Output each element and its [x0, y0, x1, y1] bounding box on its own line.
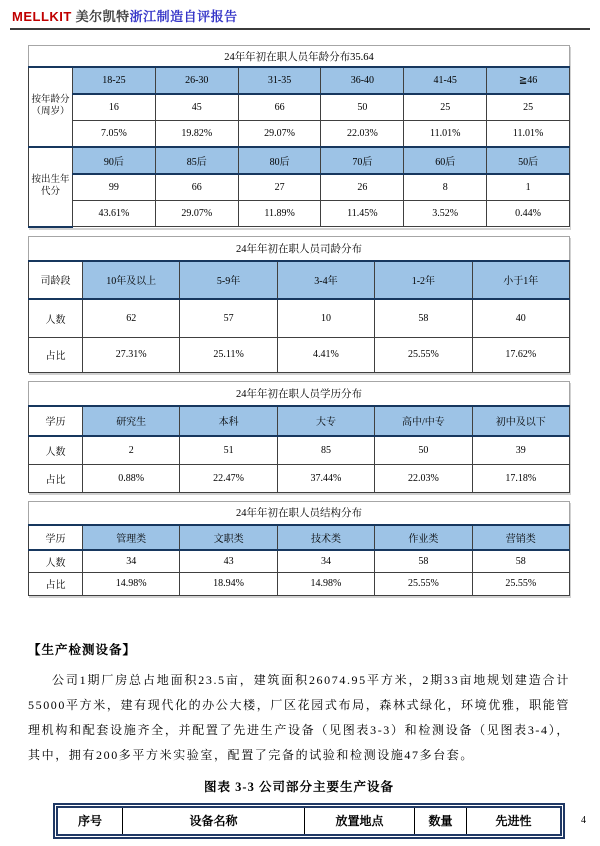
page-content	[28, 45, 570, 839]
row-label: 学历	[29, 406, 83, 436]
col-header-cell: 技术类	[277, 525, 374, 550]
percent-cell: 29.07%	[238, 121, 321, 148]
row-label: 占比	[29, 572, 83, 595]
col-header-cell: 26-30	[155, 67, 238, 94]
percent-cell: 18.94%	[180, 572, 277, 595]
percent-cell: 17.62%	[472, 337, 569, 372]
col-header-cell: 营销类	[472, 525, 569, 550]
body-paragraph: 公司1期厂房总占地面积23.5亩，建筑面积26074.95平方米，2期33亩地规划建造合计55000平方米，建有现代化的办公大楼，厂区花园式布局，森林式绿化，环境优雅，职能管理机构和配套设施齐全，并配置了先进生产设备（见图表3-3）和检测设备（见图表3-4），其中，拥有200多平方米实验室，配置了完备的试验和检测设施47多台套。	[28, 672, 570, 762]
row-label: 人数	[29, 299, 83, 338]
percent-cell: 43.61%	[73, 201, 156, 227]
percent-cell: 0.88%	[83, 464, 180, 492]
col-header-cell: 3-4年	[277, 261, 374, 299]
page-number: 4	[581, 815, 586, 826]
percent-cell: 27.31%	[83, 337, 180, 372]
company-name: 美尔凯特	[75, 9, 130, 24]
equipment-table	[53, 803, 565, 839]
row-label: 占比	[29, 464, 83, 492]
count-cell: 85	[277, 436, 374, 465]
col-header-cell: 文职类	[180, 525, 277, 550]
figure-caption: 图表 3-3 公司部分主要生产设备	[204, 779, 394, 794]
col-header-cell: 1-2年	[375, 261, 472, 299]
col-header-cell: 41-45	[404, 67, 487, 94]
percent-cell: 22.03%	[321, 121, 404, 148]
count-cell: 43	[180, 550, 277, 573]
count-cell: 66	[155, 174, 238, 201]
count-cell: 2	[83, 436, 180, 465]
col-header-cell: 5-9年	[180, 261, 277, 299]
count-cell: 10	[277, 299, 374, 338]
col-header-cell: 放置地点	[304, 808, 414, 834]
percent-cell: 17.18%	[472, 464, 569, 492]
col-header-cell: 70后	[321, 147, 404, 174]
col-header-cell: 序号	[77, 814, 102, 828]
count-cell: 25	[487, 94, 570, 121]
percent-cell: 25.11%	[180, 337, 277, 372]
col-header-cell: 初中及以下	[472, 406, 569, 436]
row-label: 学历	[29, 525, 83, 550]
percent-cell: 19.82%	[155, 121, 238, 148]
col-header-cell: 本科	[180, 406, 277, 436]
row-label: 司龄段	[29, 261, 83, 299]
structure-distribution-table	[28, 501, 570, 596]
percent-cell: 25.55%	[375, 337, 472, 372]
count-cell: 58	[472, 550, 569, 573]
col-header-cell: 作业类	[375, 525, 472, 550]
count-cell: 50	[375, 436, 472, 465]
col-header-cell: 小于1年	[472, 261, 569, 299]
report-title: 浙江制造自评报告	[129, 9, 238, 24]
count-cell: 45	[155, 94, 238, 121]
col-header-cell: 管理类	[83, 525, 180, 550]
percent-cell: 14.98%	[277, 572, 374, 595]
percent-cell: 25.55%	[375, 572, 472, 595]
count-cell: 1	[487, 174, 570, 201]
document-header	[10, 6, 590, 30]
percent-cell: 11.01%	[487, 121, 570, 148]
count-cell: 66	[238, 94, 321, 121]
brand-logo-text: MELLKIT	[12, 9, 72, 24]
education-distribution-table	[28, 381, 570, 493]
percent-cell: 11.45%	[321, 201, 404, 227]
col-header-cell: 18-25	[73, 67, 156, 94]
row-label: 人数	[29, 550, 83, 573]
col-header-cell: 先进性	[466, 808, 560, 834]
row-label: 人数	[29, 436, 83, 465]
count-cell: 16	[73, 94, 156, 121]
percent-cell: 37.44%	[277, 464, 374, 492]
col-header-cell: 90后	[73, 147, 156, 174]
table-title: 24年年初在职人员年龄分布35.64	[29, 46, 570, 68]
percent-cell: 22.03%	[375, 464, 472, 492]
table-title: 24年年初在职人员司龄分布	[29, 236, 570, 261]
col-header-cell: 31-35	[238, 67, 321, 94]
count-cell: 50	[321, 94, 404, 121]
row-group-label: 按出生年代分	[29, 147, 73, 227]
percent-cell: 3.52%	[404, 201, 487, 227]
col-header-cell: 36-40	[321, 67, 404, 94]
percent-cell: 14.98%	[83, 572, 180, 595]
row-group-label: 按年龄分（周岁）	[29, 67, 73, 147]
col-header-cell: ≧46	[487, 67, 570, 94]
count-cell: 40	[472, 299, 569, 338]
row-label: 占比	[29, 337, 83, 372]
col-header-cell: 研究生	[83, 406, 180, 436]
col-header-cell: 85后	[155, 147, 238, 174]
table-title: 24年年初在职人员结构分布	[29, 501, 570, 525]
percent-cell: 11.01%	[404, 121, 487, 148]
col-header-cell: 10年及以上	[83, 261, 180, 299]
age-distribution-table	[28, 45, 570, 228]
col-header-cell: 60后	[404, 147, 487, 174]
col-header-cell: 设备名称	[122, 808, 304, 834]
table-title: 24年年初在职人员学历分布	[29, 381, 570, 406]
percent-cell: 29.07%	[155, 201, 238, 227]
percent-cell: 4.41%	[277, 337, 374, 372]
count-cell: 34	[83, 550, 180, 573]
count-cell: 25	[404, 94, 487, 121]
percent-cell: 0.44%	[487, 201, 570, 227]
percent-cell: 11.89%	[238, 201, 321, 227]
count-cell: 58	[375, 299, 472, 338]
percent-cell: 22.47%	[180, 464, 277, 492]
count-cell: 57	[180, 299, 277, 338]
count-cell: 58	[375, 550, 472, 573]
col-header-cell: 数量	[414, 808, 466, 834]
count-cell: 99	[73, 174, 156, 201]
count-cell: 62	[83, 299, 180, 338]
section-heading: 【生产检测设备】	[28, 642, 137, 657]
col-header-cell: 高中/中专	[375, 406, 472, 436]
count-cell: 34	[277, 550, 374, 573]
col-header-cell: 大专	[277, 406, 374, 436]
col-header-cell: 80后	[238, 147, 321, 174]
percent-cell: 7.05%	[73, 121, 156, 148]
count-cell: 26	[321, 174, 404, 201]
count-cell: 51	[180, 436, 277, 465]
col-header-cell: 50后	[487, 147, 570, 174]
tenure-distribution-table	[28, 236, 570, 373]
count-cell: 39	[472, 436, 569, 465]
percent-cell: 25.55%	[472, 572, 569, 595]
count-cell: 27	[238, 174, 321, 201]
count-cell: 8	[404, 174, 487, 201]
